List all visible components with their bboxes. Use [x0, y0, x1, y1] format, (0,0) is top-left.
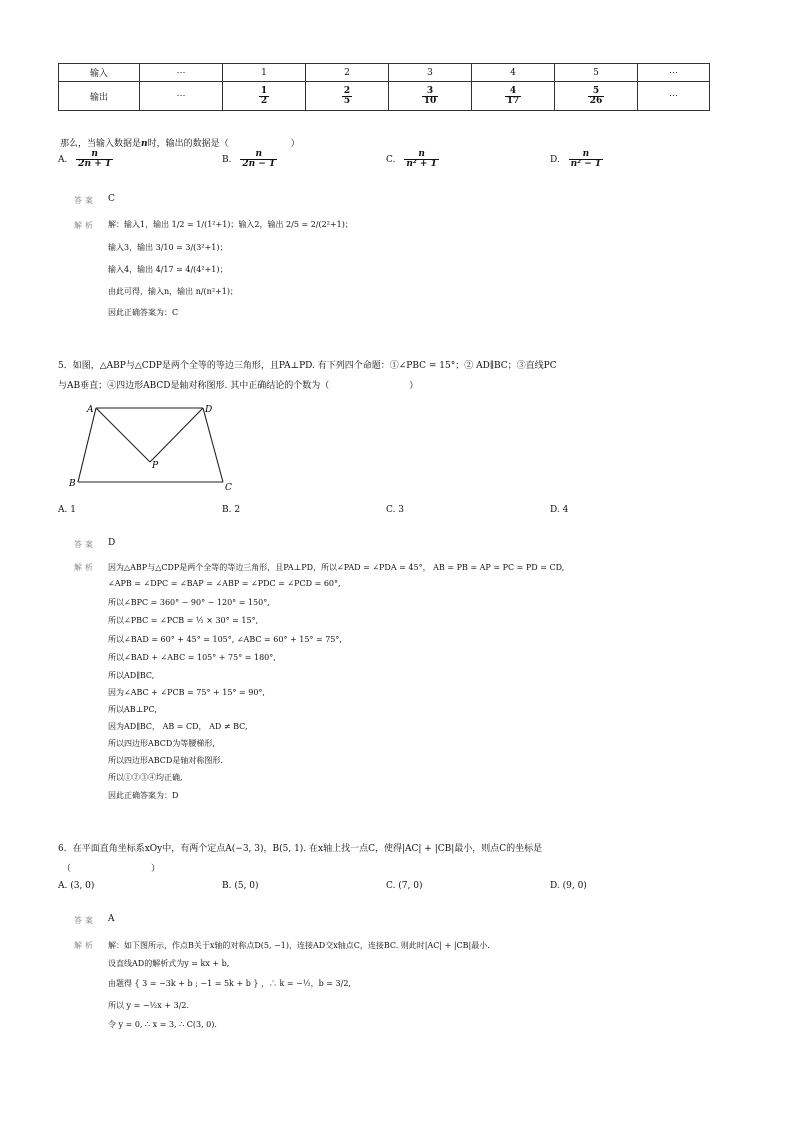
option-a[interactable]: A. (3, 0) — [58, 881, 95, 891]
analysis-line: 因此正确答案为：D — [108, 791, 179, 800]
answer-label: 答案 — [74, 916, 96, 925]
q5-stem-line1: 5．如图，△ABP与△CDP是两个全等的等边三角形，且PA⊥PD. 有下列四个命题：①∠PBC = 15°；② AD∥BC；③直线PC — [58, 361, 557, 371]
edge-ab — [78, 408, 96, 482]
table-cell: $\frac{5}{26}$ — [555, 82, 638, 111]
analysis-line: 解：如下图所示，作点B关于x轴的对称点D(5, −1)，连接AD交x轴点C，连接BC. 则此时|AC| + |CB|最小. — [108, 941, 490, 950]
option-c[interactable]: C. (7, 0) — [386, 881, 423, 891]
analysis-line: 所以AB⊥PC, — [108, 705, 157, 714]
label-d: D — [205, 405, 213, 415]
analysis-line: ∠APB = ∠DPC = ∠BAP = ∠ABP = ∠PDC = ∠PCD = 60°, — [108, 579, 341, 588]
table-cell: 2 — [306, 64, 389, 82]
edge-cd — [203, 408, 223, 482]
option-b[interactable]: B. 2 — [222, 505, 241, 515]
analysis-line: 输入4，输出 4/17 = 4/(4²+1)； — [108, 265, 228, 274]
table-cell: ⋯ — [140, 82, 223, 111]
edge-ap — [96, 408, 150, 462]
analysis-line: 所以AD∥BC, — [108, 671, 155, 680]
analysis-line: 由此可得，输入n，输出 n/(n²+1)； — [108, 287, 238, 296]
answer-value: D — [108, 538, 116, 548]
analysis-label: 解析 — [74, 941, 96, 950]
answer-value: A — [108, 914, 115, 924]
analysis-label: 解析 — [74, 221, 96, 230]
label-a: A — [87, 405, 94, 415]
option-d[interactable]: D. 4 — [550, 505, 569, 515]
analysis-line: 所以四边形ABCD是轴对称图形. — [108, 756, 223, 765]
table-cell: $\frac{2}{5}$ — [306, 82, 389, 111]
table-cell: ⋯ — [140, 64, 223, 82]
option-c[interactable]: C. 3 — [386, 505, 405, 515]
q6-stem-line2: （ ） — [62, 864, 161, 874]
analysis-line: 所以∠PBC = ∠PCB = ½ × 30° = 15°, — [108, 616, 259, 625]
analysis-label: 解析 — [74, 563, 96, 572]
q6-stem-line1: 6．在平面直角坐标系xOy中，有两个定点A(−3, 3)，B(5, 1). 在x轴上找一点C，使得|AC| + |CB|最小，则点C的坐标是 — [58, 844, 543, 854]
analysis-line: 因为∠ABC + ∠PCB = 75° + 15° = 90°, — [108, 688, 265, 697]
table-cell: 3 — [389, 64, 472, 82]
table-cell: 输出 — [59, 82, 140, 111]
q5-stem-line2: 与AB垂直；④四边形ABCD是轴对称图形. 其中正确结论的个数为（ ） — [58, 381, 419, 391]
table-cell: ⋯ — [638, 64, 710, 82]
analysis-line: 设直线AD的解析式为y = kx + b, — [108, 959, 230, 968]
analysis-line: 所以 y = −½x + 3/2. — [108, 1001, 190, 1010]
q4-stem: 那么，当输入数据是n时，输出的数据是（ ） — [60, 139, 300, 149]
analysis-line: 因此正确答案为：C — [108, 308, 179, 317]
analysis-line: 所以①②③④均正确, — [108, 773, 183, 782]
table-cell: $\frac{4}{17}$ — [472, 82, 555, 111]
label-p: P — [152, 461, 159, 471]
option-d[interactable]: D. (9, 0) — [550, 881, 587, 891]
option-a[interactable]: A. 1 — [58, 505, 76, 515]
label-b: B — [69, 479, 76, 489]
table-cell: 1 — [223, 64, 306, 82]
table-cell: 5 — [555, 64, 638, 82]
option-d[interactable]: D. $\frac{n}{\text{n² − 1}}$ — [550, 149, 602, 169]
edge-pd — [150, 408, 203, 462]
option-b[interactable]: B. (5, 0) — [222, 881, 259, 891]
table-cell: ⋯ — [638, 82, 710, 111]
analysis-line: 令 y = 0, ∴ x = 3, ∴ C(3, 0). — [108, 1020, 217, 1029]
answer-value: C — [108, 194, 115, 204]
table-cell: $\frac{3}{10}$ — [389, 82, 472, 111]
answer-label: 答案 — [74, 196, 96, 205]
analysis-line: 输入3，输出 3/10 = 3/(3²+1)； — [108, 243, 228, 252]
analysis-line: 所以∠BPC = 360° − 90° − 120° = 150°, — [108, 598, 270, 607]
analysis-line: 因为△ABP与△CDP是两个全等的等边三角形，且PA⊥PD，所以∠PAD = ∠PDA = 45°， AB = PB = AP = PC = PD = CD, — [108, 563, 565, 572]
analysis-line: 解：输入1，输出 1/2 = 1/(1²+1)；输入2，输出 2/5 = 2/(2²+1)； — [108, 220, 353, 229]
label-c: C — [225, 483, 232, 493]
option-c[interactable]: C. $\frac{n}{\text{n² + 1}}$ — [386, 149, 437, 169]
option-b[interactable]: B. $\frac{n}{2n - 1}$ — [222, 149, 276, 169]
table-cell: 4 — [472, 64, 555, 82]
table-cell: $\frac{1}{2}$ — [223, 82, 306, 111]
analysis-line: 由题得 { 3 = −3k + b ; −1 = 5k + b } ，∴ k = −½，b = 3/2, — [108, 979, 351, 988]
analysis-line: 因为AD∥BC， AB = CD， AD ≠ BC, — [108, 722, 248, 731]
trapezoid-figure — [68, 400, 243, 495]
input-output-table — [58, 63, 710, 111]
analysis-line: 所以∠BAD = 60° + 45° = 105°, ∠ABC = 60° + 15° = 75°, — [108, 635, 342, 644]
analysis-line: 所以∠BAD + ∠ABC = 105° + 75° = 180°, — [108, 653, 276, 662]
answer-label: 答案 — [74, 540, 96, 549]
option-a[interactable]: A. $\frac{n}{2n + 1}$ — [58, 149, 112, 169]
analysis-line: 所以四边形ABCD为等腰梯形, — [108, 739, 215, 748]
table-cell: 输入 — [59, 64, 140, 82]
